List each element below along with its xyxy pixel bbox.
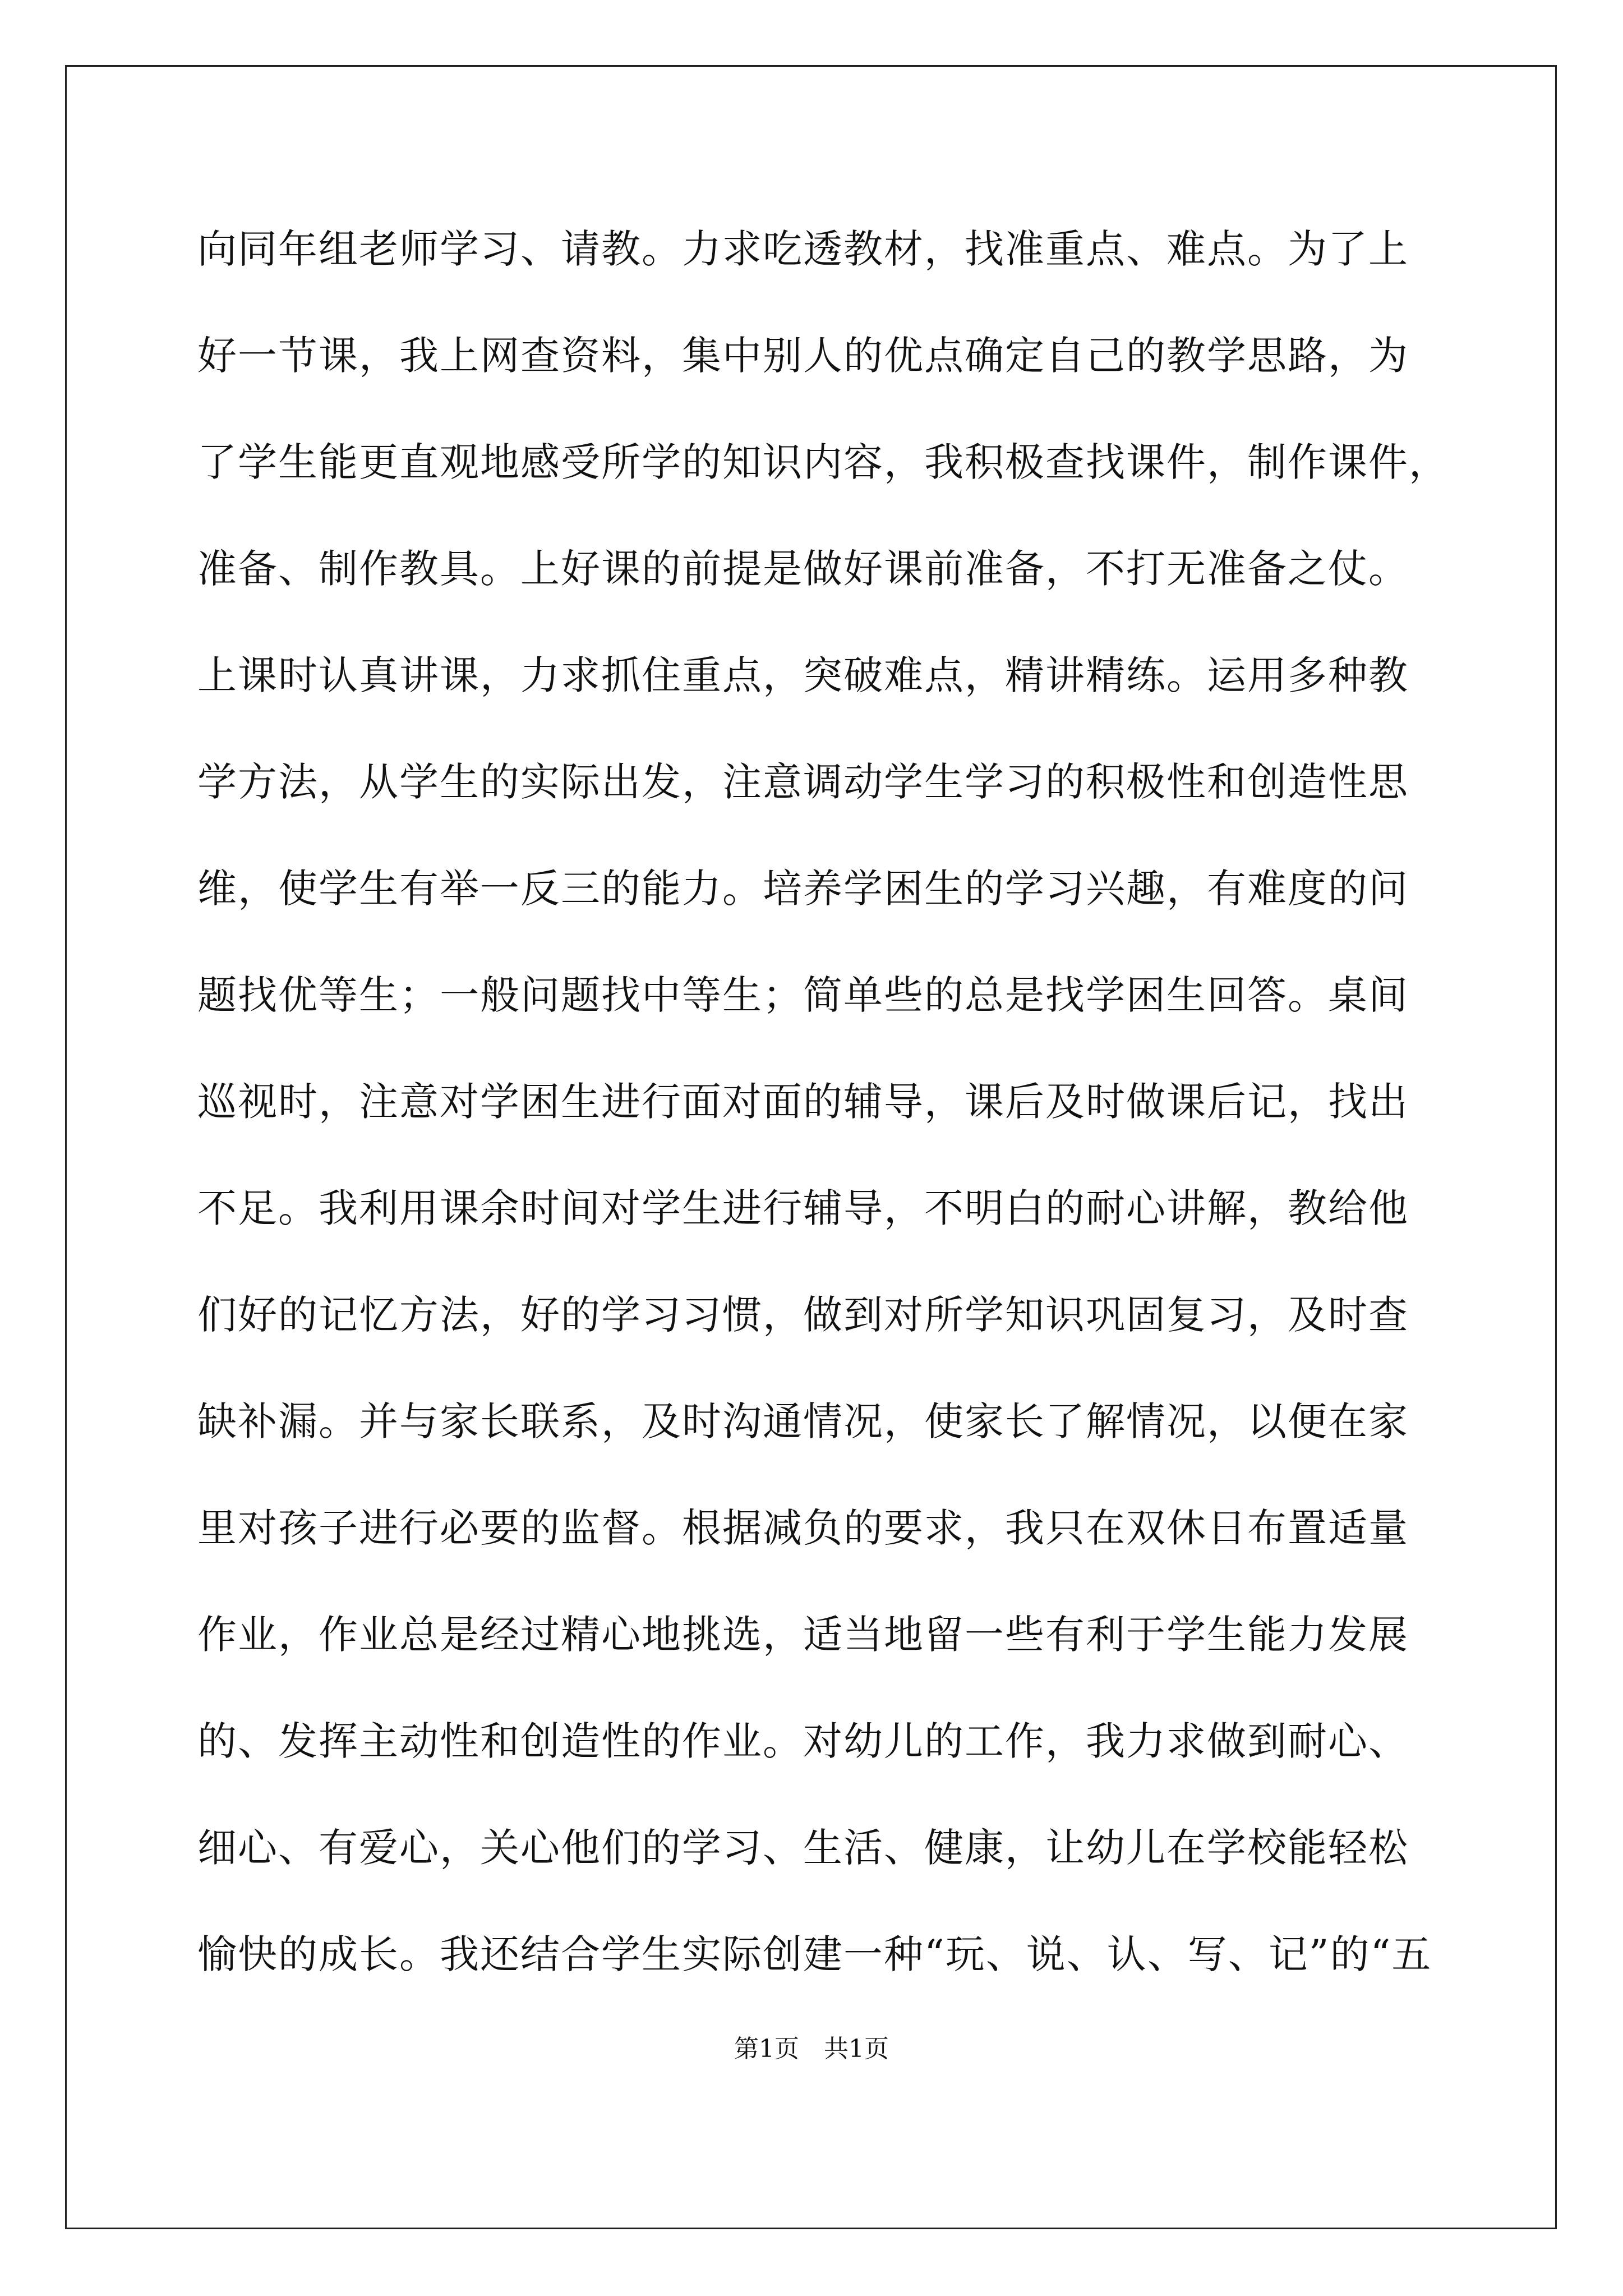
body-line: 了学生能更直观地感受所学的知识内容，我积极查找课件，制作课件， — [197, 439, 1449, 485]
body-line: 向同年组老师学习、请教。力求吃透教材，找准重点、难点。为了上 — [197, 226, 1409, 272]
body-line: 细心、有爱心，关心他们的学习、生活、健康，让幼儿在学校能轻松 — [197, 1825, 1409, 1871]
body-line: 缺补漏。并与家长联系，及时沟通情况，使家长了解情况，以便在家 — [197, 1398, 1409, 1444]
body-line: 维，使学生有举一反三的能力。培养学困生的学习兴趣，有难度的问 — [197, 866, 1409, 912]
body-line: 好一节课，我上网查资料，集中别人的优点确定自己的教学思路，为 — [197, 333, 1409, 379]
body-line: 上课时认真讲课，力求抓住重点，突破难点，精讲精练。运用多种教 — [197, 652, 1409, 698]
body-line: 巡视时，注意对学困生进行面对面的辅导，课后及时做课后记，找出 — [197, 1079, 1409, 1125]
page-number-footer: 第1页 共1页 — [734, 2035, 889, 2063]
body-line: 愉快的成长。我还结合学生实际创建一种“玩、说、认、写、记”的“五 — [197, 1931, 1432, 1977]
body-line: 学方法，从学生的实际出发，注意调动学生学习的积极性和创造性思 — [197, 759, 1409, 805]
body-line: 里对孩子进行必要的监督。根据减负的要求，我只在双休日布置适量 — [197, 1505, 1409, 1551]
body-line: 题找优等生；一般问题找中等生；简单些的总是找学困生回答。桌间 — [197, 972, 1409, 1018]
body-line: 作业，作业总是经过精心地挑选，适当地留一些有利于学生能力发展 — [197, 1612, 1409, 1658]
body-line: 们好的记忆方法，好的学习习惯，做到对所学知识巩固复习，及时查 — [197, 1292, 1409, 1338]
body-line: 的、发挥主动性和创造性的作业。对幼儿的工作，我力求做到耐心、 — [197, 1718, 1409, 1764]
document-body — [197, 223, 1487, 2035]
body-line: 准备、制作教具。上好课的前提是做好课前准备，不打无准备之仗。 — [197, 546, 1409, 592]
body-line: 不足。我利用课余时间对学生进行辅导，不明白的耐心讲解，教给他 — [197, 1185, 1409, 1231]
